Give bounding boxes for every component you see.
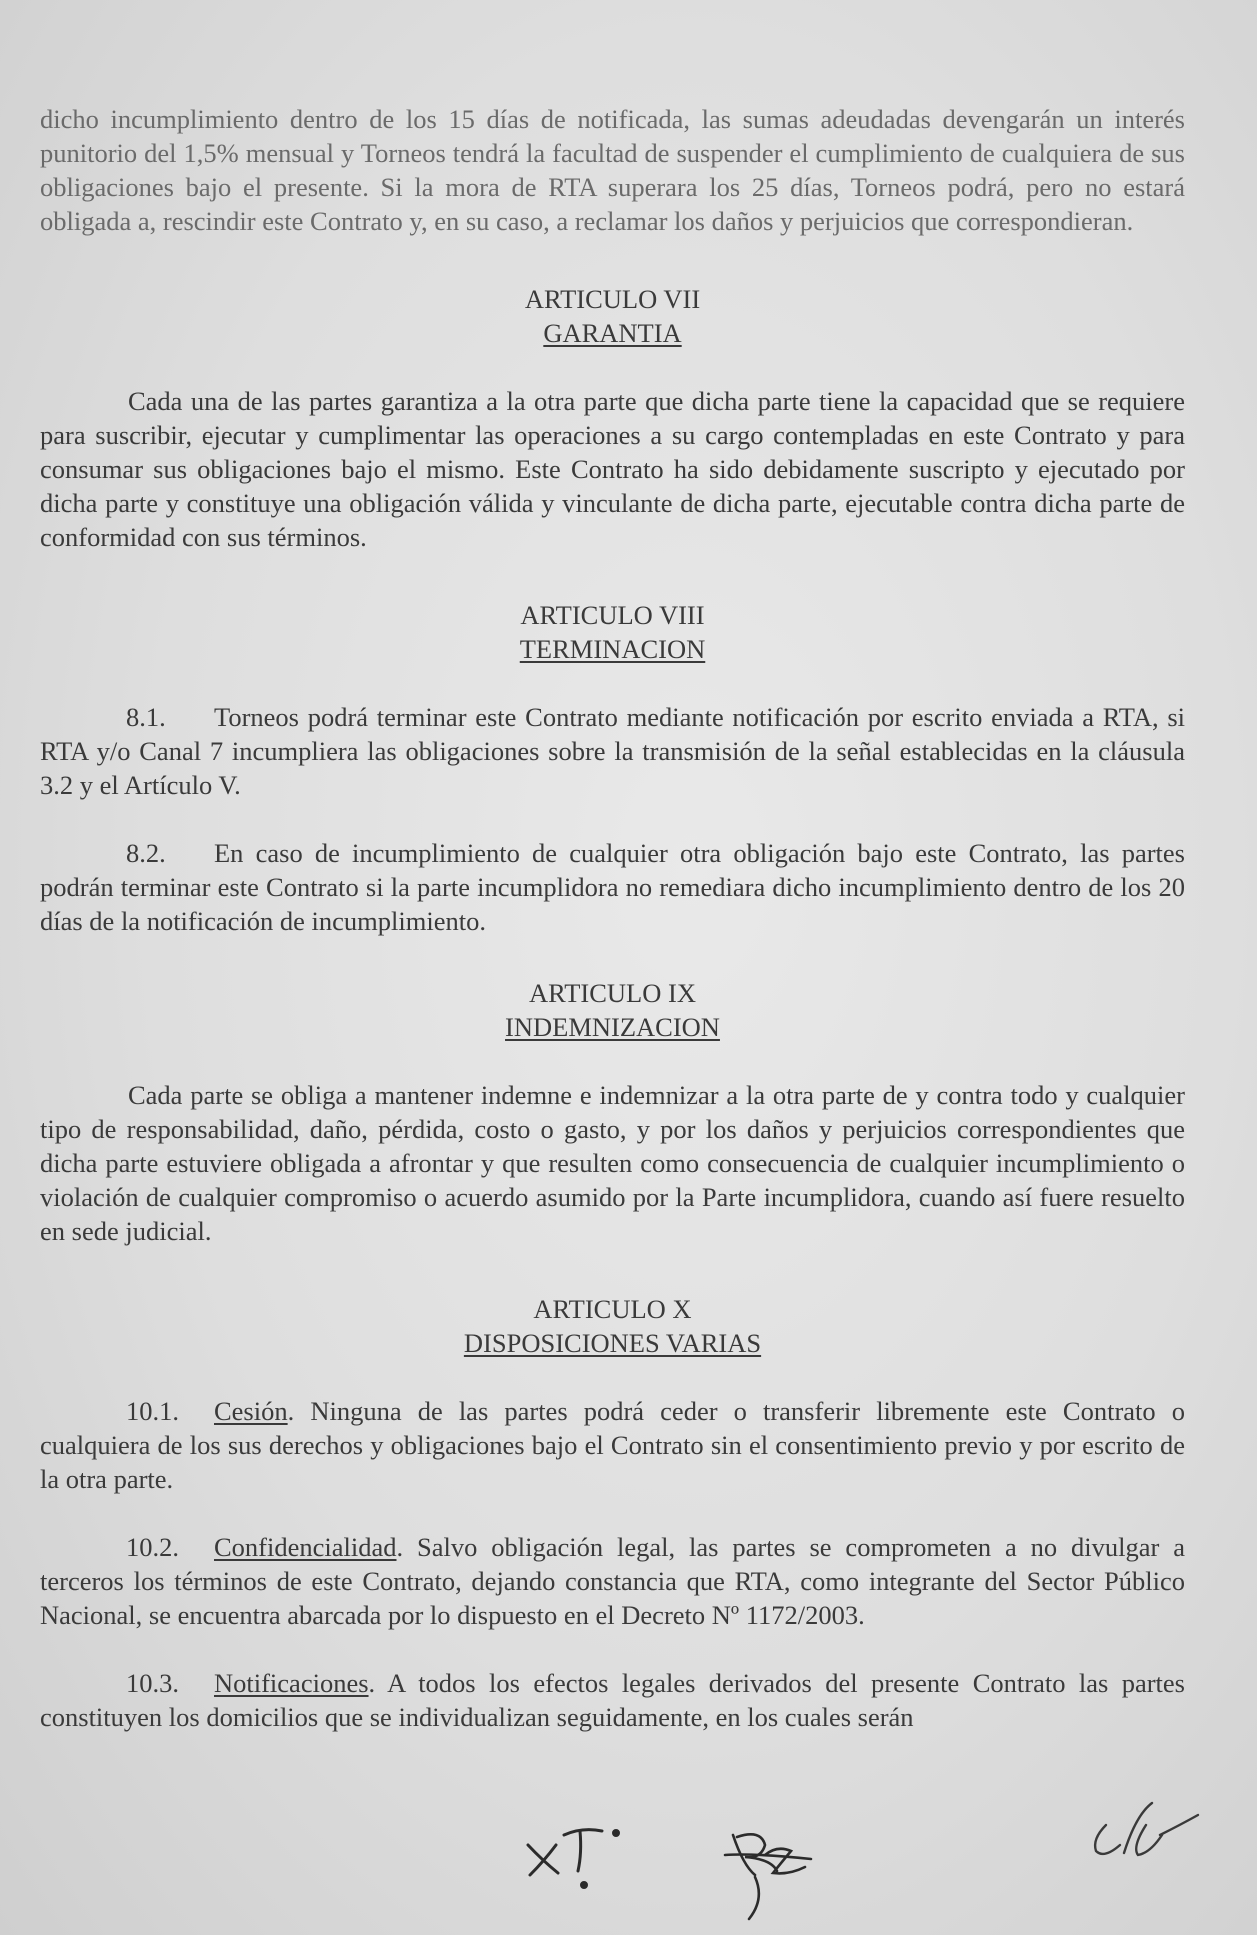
article-ix-paragraph: Cada parte se obliga a mantener indemne e indemnizar a la otra parte de y contra todo y cualquier tipo de responsabilidad, daño, pérdida, costo o gasto, y por los daños y perjuicios correspondientes que dicha parte estuviere obligada a afrontar y que resulten como consecuencia de cualquier incumplimiento o violación de cualquier compromiso o acuerdo asumido por la Parte incumplidora, cuando así fuere resuelto en sede judicial. — [40, 1080, 1185, 1246]
article-x-heading — [40, 1292, 1185, 1360]
clause-number: 8.1. — [126, 702, 166, 732]
clause-10-2 — [40, 1530, 1185, 1632]
article-title: ARTICULO VII — [524, 284, 701, 314]
clause-number: 10.1. — [126, 1396, 179, 1426]
clause-heading: Cesión — [214, 1396, 288, 1426]
article-vii-heading — [40, 282, 1185, 350]
article-viii-heading — [40, 598, 1185, 666]
article-ix-heading — [40, 976, 1185, 1044]
intro-paragraph: dicho incumplimiento dentro de los 15 días de notificada, las sumas adeudadas devengarán un interés punitorio del 1,5% mensual y Torneos tendrá la facultad de suspender el cumplimiento de cualquiera de sus obligaciones bajo el presente. Si la mora de RTA superara los 25 días, Torneos podrá, pero no estará obligada a, rescindir este Contrato y, en su caso, a reclamar los daños y perjuicios que correspondieran. — [40, 104, 1185, 236]
clause-heading: Notificaciones — [214, 1668, 369, 1698]
article-title: ARTICULO X — [533, 1294, 692, 1324]
article-subtitle: DISPOSICIONES VARIAS — [463, 1328, 762, 1358]
contract-text — [40, 102, 1185, 1734]
article-subtitle: INDEMNIZACION — [505, 1012, 720, 1042]
clause-8-2 — [40, 836, 1185, 938]
clause-number: 10.2. — [126, 1532, 179, 1562]
article-subtitle: TERMINACION — [519, 634, 706, 664]
clause-heading: Confidencialidad — [214, 1532, 397, 1562]
clause-text: . Ninguna de las partes podrá ceder o transferir libremente este Contrato o cualquiera de los sus derechos y obligaciones bajo el Contrato sin el consentimiento previo y por escrito de la otra parte. — [40, 1396, 1185, 1494]
clause-number: 10.3. — [126, 1668, 179, 1698]
clause-text: Torneos podrá terminar este Contrato mediante notificación por escrito enviada a RTA, si RTA y/o Canal 7 incumpliera las obligaciones sobre la transmisión de la señal establecidas en la cláusula 3.2 y el Artículo V. — [40, 702, 1185, 800]
article-title: ARTICULO VIII — [520, 600, 705, 630]
article-subtitle: GARANTIA — [543, 318, 682, 348]
signature-initials-3 — [1080, 1795, 1210, 1875]
article-title: ARTICULO IX — [529, 978, 696, 1008]
clause-10-3 — [40, 1666, 1185, 1734]
clause-8-1 — [40, 700, 1185, 802]
article-vii-paragraph: Cada una de las partes garantiza a la otra parte que dicha parte tiene la capacidad que se requiere para suscribir, ejecutar y cumplimentar las operaciones a su cargo contempladas en este Contrato y para consumar sus obligaciones bajo el mismo. Este Contrato ha sido debidamente suscripto y ejecutado por dicha parte y constituye una obligación válida y vinculante de dicha parte, ejecutable contra dicha parte de conformidad con sus términos. — [40, 386, 1185, 552]
clause-text: En caso de incumplimiento de cualquier otra obligación bajo este Contrato, las partes podrán terminar este Contrato si la parte incumplidora no remediara dicho incumplimiento dentro de los 20 días de la notificación de incumplimiento. — [40, 838, 1185, 936]
signature-area — [0, 1795, 1257, 1935]
clause-number: 8.2. — [126, 838, 166, 868]
signature-initials-1 — [520, 1805, 630, 1895]
clause-text: . A todos los efectos legales derivados del presente Contrato las partes constituyen los domicilios que se individualizan seguidamente, en los cuales serán — [40, 1668, 1185, 1732]
clause-text: . Salvo obligación legal, las partes se comprometen a no divulgar a terceros los términos de este Contrato, dejando constancia que RTA, como integrante del Sector Público Nacional, se encuentra abarcada por lo dispuesto en el Decreto Nº 1172/2003. — [40, 1532, 1185, 1630]
clause-10-1 — [40, 1394, 1185, 1496]
signature-initials-2 — [715, 1815, 825, 1930]
